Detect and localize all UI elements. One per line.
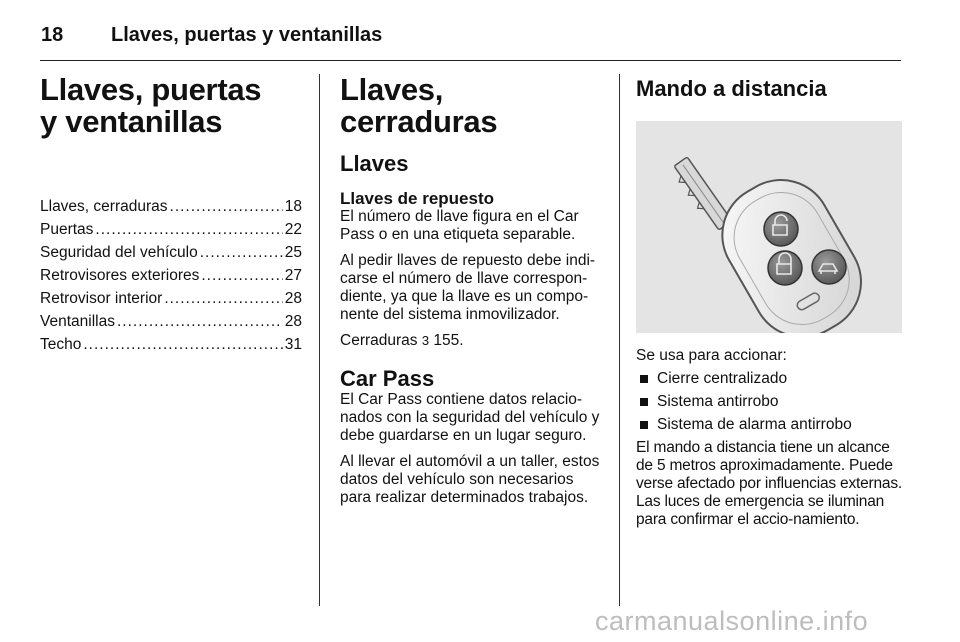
- toc-entry[interactable]: [40, 221, 302, 244]
- toc-entry[interactable]: [40, 336, 302, 359]
- paragraph: Al llevar el automóvil a un taller, estos datos del vehículo son necesarios para realizar determinados trabajos.: [340, 453, 600, 506]
- bullet-square-icon: [640, 398, 648, 406]
- toc-entry-page: 22: [284, 221, 302, 238]
- column-divider-1: [319, 74, 320, 606]
- toc-leader-dots: [95, 221, 282, 239]
- section-title: Mando a distancia: [636, 76, 827, 101]
- table-of-contents: [40, 198, 302, 359]
- bullet-square-icon: [640, 375, 648, 383]
- toc-entry-page: 28: [284, 313, 302, 330]
- page-number: 18: [41, 24, 64, 46]
- car-pass-heading: Car Pass: [340, 366, 435, 391]
- column-divider-2: [619, 74, 620, 606]
- subsection-title: Llaves: [340, 151, 409, 176]
- toc-leader-dots: [83, 336, 282, 354]
- list-item-text: Sistema de alarma antirrobo: [657, 416, 852, 433]
- toc-entry-label: Seguridad del vehículo: [40, 244, 198, 261]
- toc-entry[interactable]: [40, 198, 302, 221]
- toc-entry-page: 18: [284, 198, 302, 215]
- list-item-text: Sistema antirrobo: [657, 393, 779, 410]
- toc-entry-label: Ventanillas: [40, 313, 115, 330]
- remote-control-column: [636, 74, 902, 529]
- toc-leader-dots: [164, 290, 282, 308]
- toc-entry-page: 27: [284, 267, 302, 284]
- paragraph: El número de llave figura en el Car Pass o en una etiqueta separable.: [340, 208, 579, 243]
- paragraph: El mando a distancia tiene un alcance de 5 metros aproximadamente. Puede verse afectado por influencias externas. Las luces de emergencia se iluminan para confirmar el accio-namiento.: [636, 439, 902, 528]
- list-item: [636, 416, 902, 434]
- keys-locks-column: [340, 74, 605, 507]
- header-section-title: Llaves, puertas y ventanillas: [111, 24, 383, 46]
- toc-leader-dots: [117, 313, 283, 331]
- toc-entry-label: Techo: [40, 336, 82, 353]
- toc-entry-page: 25: [284, 244, 302, 261]
- toc-entry-label: Retrovisor interior: [40, 290, 163, 307]
- header-divider: [40, 60, 901, 61]
- toc-leader-dots: [201, 267, 282, 285]
- toc-entry[interactable]: [40, 267, 302, 290]
- toc-entry-page: 31: [284, 336, 302, 353]
- watermark: carmanualsonline.info: [595, 606, 869, 636]
- toc-entry-page: 28: [284, 290, 302, 307]
- toc-column: [40, 74, 302, 359]
- bullet-square-icon: [640, 421, 648, 429]
- toc-entry-label: Retrovisores exteriores: [40, 267, 200, 284]
- cross-reference[interactable]: [340, 332, 605, 350]
- section-title: Llaves, cerraduras: [340, 72, 498, 139]
- toc-entry-label: Llaves, cerraduras: [40, 198, 168, 215]
- chapter-title: [40, 74, 302, 138]
- chapter-title-line1: Llaves, puertas: [40, 72, 262, 107]
- remote-key-icon: [636, 121, 902, 333]
- cross-reference-page: 155.: [433, 332, 464, 349]
- toc-leader-dots: [170, 198, 283, 216]
- list-item: [636, 393, 902, 411]
- list-item-text: Cierre centralizado: [657, 370, 788, 387]
- arrow-icon: 3: [421, 333, 430, 348]
- toc-entry[interactable]: [40, 244, 302, 267]
- paragraph: El Car Pass contiene datos relacio-nados con la seguridad del vehículo y debe guardarse en un lugar seguro.: [340, 391, 600, 444]
- list-item: [636, 370, 902, 388]
- spare-keys-heading: Llaves de repuesto: [340, 189, 495, 208]
- page-header: [41, 24, 382, 47]
- remote-key-illustration: [636, 121, 902, 333]
- paragraph: Se usa para accionar:: [636, 347, 787, 364]
- toc-leader-dots: [200, 244, 283, 262]
- paragraph: Al pedir llaves de repuesto debe indi-carse el número de llave correspon-diente, ya que la llave es un compo-nente del sistema inmovilizador.: [340, 252, 596, 323]
- toc-entry-label: Puertas: [40, 221, 94, 238]
- toc-entry[interactable]: [40, 290, 302, 313]
- toc-entry[interactable]: [40, 313, 302, 336]
- chapter-title-line2: y ventanillas: [40, 104, 223, 139]
- cross-reference-text: Cerraduras: [340, 332, 418, 349]
